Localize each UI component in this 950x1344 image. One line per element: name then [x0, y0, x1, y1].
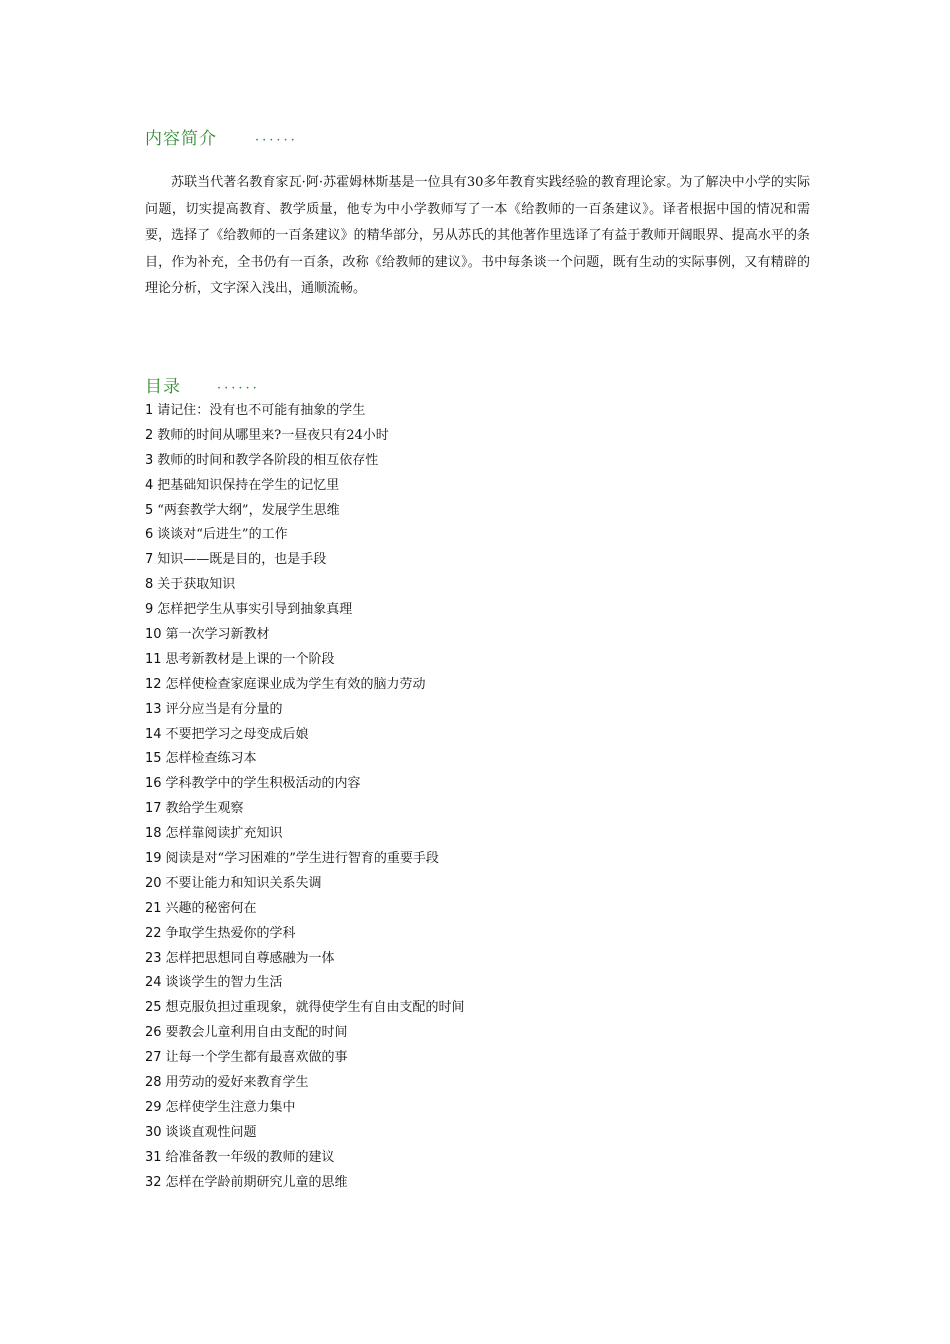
- toc-entry-title: 知识——既是目的，也是手段: [157, 552, 327, 568]
- intro-paragraph: 苏联当代著名教育家瓦·阿·苏霍姆林斯基是一位具有30多年教育实践经验的教育理论家。为了解决中小学的实际问题，切实提高教育、教学质量，他专为中小学教师写了一本《给教师的一百条建议》。译者根据中国的情况和需要，选择了《给教师的一百条建议》的精华部分，另从苏氏的其他著作里选译了有益于教师开阔眼界、提高水平的条目，作为补充，全书仍有一百条，改称《给教师的建议》。书中每条谈一个问题，既有生动的实际事例，又有精辟的理论分析，文字深入浅出，通顺流畅。: [145, 175, 810, 296]
- toc-entry-title: 不要让能力和知识关系失调: [165, 875, 322, 891]
- toc-entry-number: 10: [145, 627, 162, 643]
- toc-title: 目录: [145, 377, 181, 397]
- toc-entry-number: 15: [145, 751, 162, 767]
- toc-entry-title: 用劳动的爱好来教育学生: [165, 1075, 309, 1091]
- toc-entry-number: 5: [145, 502, 154, 518]
- toc-entry-number: 17: [145, 801, 162, 817]
- toc-entry-title: 想克服负担过重现象，就得使学生有自由支配的时间: [165, 1000, 465, 1016]
- toc-entry-title: 思考新教材是上课的一个阶段: [165, 651, 335, 667]
- toc-entry-title: 怎样使学生注意力集中: [165, 1099, 296, 1115]
- toc-entry[interactable]: [145, 1096, 465, 1121]
- toc-dots-decoration: ······: [217, 381, 260, 396]
- toc-entry-title: 怎样在学龄前期研究儿童的思维: [165, 1174, 348, 1190]
- toc-entry-number: 18: [145, 826, 162, 842]
- toc-entry-number: 28: [145, 1075, 162, 1091]
- toc-entry[interactable]: [145, 747, 465, 772]
- toc-entry-number: 6: [145, 527, 154, 543]
- toc-entry-number: 8: [145, 577, 154, 593]
- toc-entry[interactable]: [145, 1046, 465, 1071]
- toc-entry[interactable]: [145, 723, 465, 748]
- toc-entry-title: “两套教学大纲”，发展学生思维: [157, 502, 340, 518]
- intro-dots-decoration: ······: [255, 133, 298, 148]
- toc-entry-number: 21: [145, 900, 162, 916]
- toc-entry[interactable]: [145, 623, 465, 648]
- toc-heading: [145, 372, 260, 397]
- toc-entry-number: 19: [145, 851, 162, 867]
- toc-entry[interactable]: [145, 424, 465, 449]
- toc-entry[interactable]: [145, 499, 465, 524]
- toc-entry-number: 9: [145, 602, 154, 618]
- toc-entry-title: 评分应当是有分量的: [165, 701, 283, 717]
- toc-entry-number: 12: [145, 676, 162, 692]
- toc-entry[interactable]: [145, 673, 465, 698]
- toc-entry[interactable]: [145, 897, 465, 922]
- toc-entry-number: 11: [145, 651, 162, 667]
- toc-entry-number: 29: [145, 1099, 162, 1115]
- toc-entry[interactable]: [145, 523, 465, 548]
- toc-entry[interactable]: [145, 1171, 465, 1196]
- toc-entry-number: 26: [145, 1025, 162, 1041]
- toc-entry-number: 24: [145, 975, 162, 991]
- toc-entry[interactable]: [145, 822, 465, 847]
- toc-entry[interactable]: [145, 1021, 465, 1046]
- toc-entry-title: 让每一个学生都有最喜欢做的事: [165, 1050, 348, 1066]
- toc-entry-title: 兴趣的秘密何在: [165, 900, 257, 916]
- toc-entry-title: 阅读是对“学习困难的”学生进行智育的重要手段: [165, 851, 439, 867]
- toc-entry-title: 学科教学中的学生积极活动的内容: [165, 776, 361, 792]
- toc-entry[interactable]: [145, 872, 465, 897]
- toc-entry-number: 27: [145, 1050, 162, 1066]
- toc-entry[interactable]: [145, 1121, 465, 1146]
- toc-entry-number: 23: [145, 950, 162, 966]
- toc-entry[interactable]: [145, 922, 465, 947]
- toc-entry[interactable]: [145, 648, 465, 673]
- toc-entry-title: 怎样使检查家庭课业成为学生有效的脑力劳动: [165, 676, 426, 692]
- toc-entry-title: 教师的时间从哪里来?一昼夜只有24小时: [157, 427, 389, 443]
- toc-entry-number: 20: [145, 875, 162, 891]
- toc-entry-title: 把基础知识保持在学生的记忆里: [157, 477, 340, 493]
- toc-entry-title: 怎样把思想同自尊感融为一体: [165, 950, 335, 966]
- toc-entry[interactable]: [145, 797, 465, 822]
- toc-entry-number: 7: [145, 552, 154, 568]
- toc-entry[interactable]: [145, 772, 465, 797]
- toc-entry-number: 3: [145, 452, 154, 468]
- toc-entry-number: 16: [145, 776, 162, 792]
- toc-entry-title: 谈谈直观性问题: [165, 1124, 257, 1140]
- toc-entry[interactable]: [145, 399, 465, 424]
- toc-entry-number: 32: [145, 1174, 162, 1190]
- toc-entry-number: 13: [145, 701, 162, 717]
- toc-entry-number: 31: [145, 1149, 162, 1165]
- toc-entry[interactable]: [145, 947, 465, 972]
- toc-entry-number: 2: [145, 427, 154, 443]
- toc-entry[interactable]: [145, 971, 465, 996]
- toc-entry-number: 14: [145, 726, 162, 742]
- toc-entry-title: 谈谈学生的智力生活: [165, 975, 283, 991]
- toc-entry[interactable]: [145, 996, 465, 1021]
- toc-entry-title: 不要把学习之母变成后娘: [165, 726, 309, 742]
- toc-entry-title: 关于获取知识: [157, 577, 236, 593]
- toc-entry[interactable]: [145, 449, 465, 474]
- toc-entry-number: 30: [145, 1124, 162, 1140]
- toc-entry-title: 争取学生热爱你的学科: [165, 925, 296, 941]
- toc-entry-title: 谈谈对“后进生”的工作: [157, 527, 288, 543]
- toc-entry-title: 怎样检查练习本: [165, 751, 257, 767]
- toc-entry-title: 教师的时间和教学各阶段的相互依存性: [157, 452, 379, 468]
- toc-entry[interactable]: [145, 1071, 465, 1096]
- toc-entry[interactable]: [145, 548, 465, 573]
- toc-list: [145, 399, 465, 1196]
- toc-entry-number: 4: [145, 477, 154, 493]
- toc-entry[interactable]: [145, 474, 465, 499]
- toc-entry[interactable]: [145, 847, 465, 872]
- toc-entry-number: 22: [145, 925, 162, 941]
- toc-entry-number: 25: [145, 1000, 162, 1016]
- toc-entry-title: 要教会儿童利用自由支配的时间: [165, 1025, 348, 1041]
- toc-entry-title: 怎样靠阅读扩充知识: [165, 826, 283, 842]
- toc-entry[interactable]: [145, 573, 465, 598]
- toc-entry-number: 1: [145, 403, 154, 418]
- toc-entry-title: 教给学生观察: [165, 801, 244, 817]
- toc-entry[interactable]: [145, 598, 465, 623]
- intro-heading: [145, 124, 298, 149]
- toc-entry[interactable]: [145, 1146, 465, 1171]
- toc-entry-title: 请记住：没有也不可能有抽象的学生: [157, 403, 366, 418]
- toc-entry-title: 给准备教一年级的教师的建议: [165, 1149, 335, 1165]
- toc-entry-title: 第一次学习新教材: [165, 627, 270, 643]
- toc-entry-title: 怎样把学生从事实引导到抽象真理: [157, 602, 353, 618]
- toc-entry[interactable]: [145, 698, 465, 723]
- intro-title: 内容简介: [145, 129, 217, 149]
